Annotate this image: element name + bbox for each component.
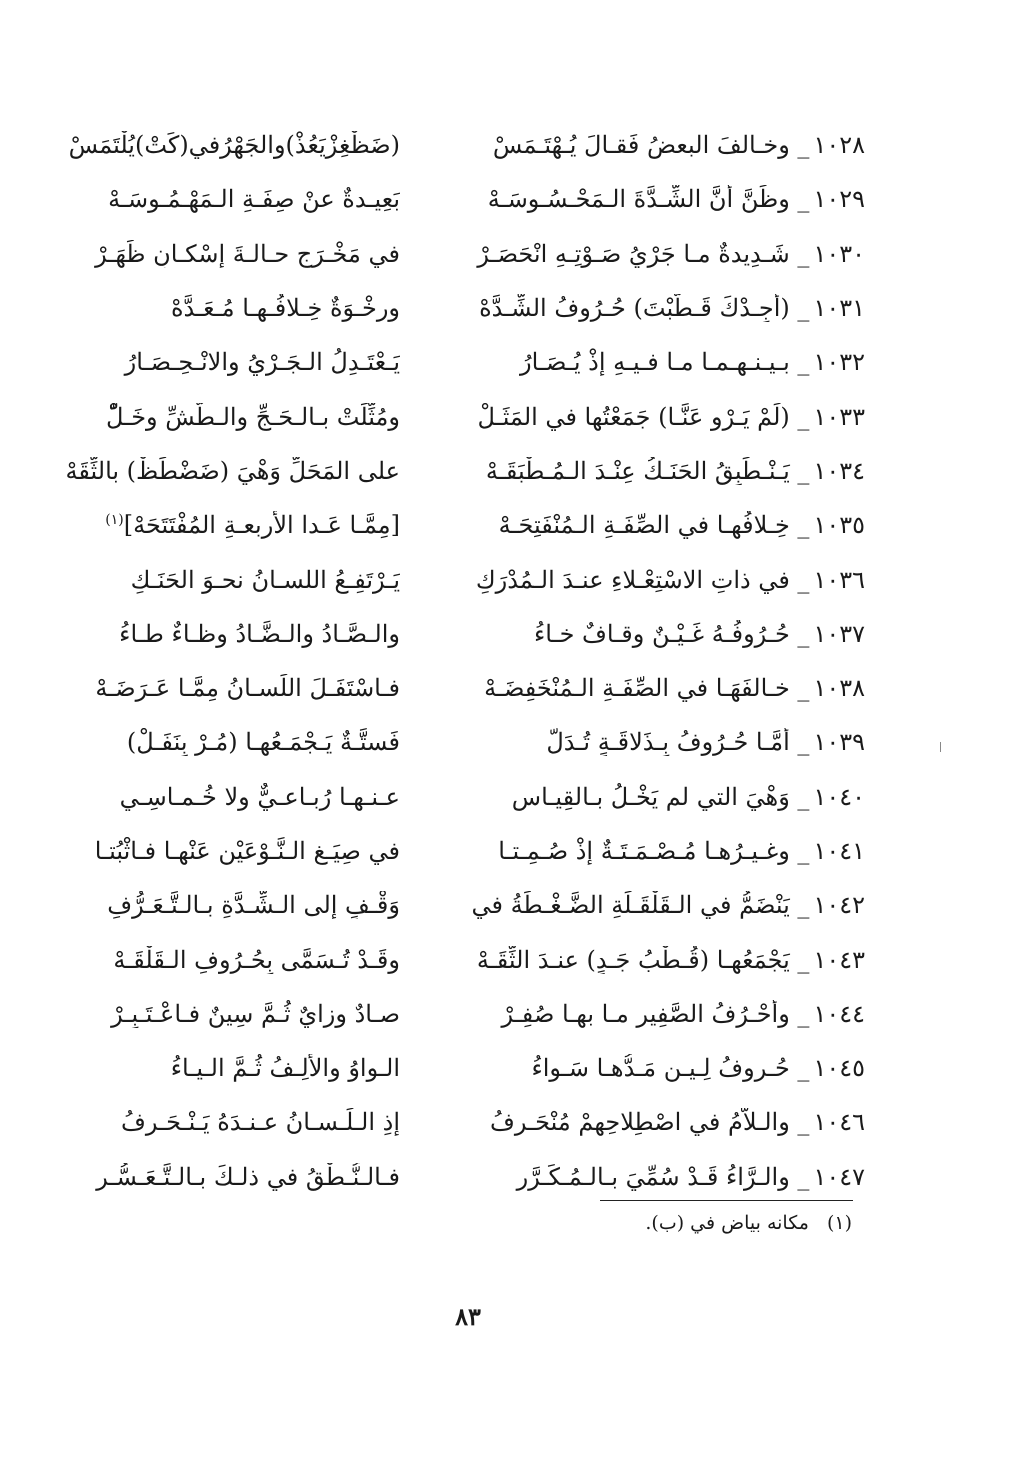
verse-first-hemistich bbox=[430, 131, 865, 159]
verse-second-hemistich bbox=[50, 403, 400, 431]
verse-first-hemistich bbox=[430, 946, 865, 974]
verse-number: ١٠٣٠ bbox=[813, 239, 865, 268]
verse-first-text: شَـدِيدةٌ مـا جَرْيُ صَـوْتِـهِ انْحَصَـرْ bbox=[477, 239, 790, 268]
margin-mark bbox=[940, 742, 941, 752]
verse-second-hemistich bbox=[50, 620, 400, 648]
verse-first-text: يَجْمَعُهـا (قُـطْبُ جَـدٍ) عنـدَ الثِّقَـهْ bbox=[476, 945, 790, 974]
verse-first-text: وَهْيَ التي لم يَخْـلُ بـالقِيـاسِ bbox=[511, 782, 790, 811]
verse-second-hemistich bbox=[50, 348, 400, 376]
verse-row bbox=[50, 824, 865, 878]
verse-row bbox=[50, 389, 865, 443]
verse-second-hemistich bbox=[50, 1108, 400, 1136]
verse-second-text: عـنـهـا رُبـاعـيٌّ ولا خُـمـاسِـي bbox=[119, 782, 400, 811]
verse-number: ١٠٣٤ bbox=[813, 456, 865, 485]
footnote bbox=[432, 1212, 852, 1234]
verse-second-hemistich bbox=[50, 783, 400, 811]
verse-second-hemistich bbox=[50, 728, 400, 756]
verse-first-hemistich bbox=[430, 620, 865, 648]
verse-first-hemistich bbox=[430, 837, 865, 865]
verse-second-text: في صِيَـغِ الـنَّـوْعَيْنِ عَنْهـا فـاثْبُتـا bbox=[94, 837, 400, 865]
page-number: ٨٣ bbox=[455, 1302, 481, 1331]
verse-first-hemistich bbox=[430, 511, 865, 539]
verse-first-text: والـرَّاءُ قَـدْ سُمِّيَ بـالـمُـكَـرَّرِ bbox=[516, 1162, 790, 1191]
verse-dash: _ bbox=[789, 837, 810, 865]
verse-second-text: على المَحَلِّ وَهْيَ (ضَضْطَظْ) بالثِّقَهْ bbox=[65, 456, 400, 485]
verse-dash: _ bbox=[789, 1162, 810, 1191]
verse-second-text: يَـعْتَـدِلُ الـجَـرْيُ والانْـحِـصَـارُ bbox=[124, 348, 400, 377]
verse-first-text: (لَمْ يَـرْوِ عَنَّـا) جَمَعْتُها في المَثَـلْ bbox=[477, 402, 790, 431]
verse-number: ١٠٤٥ bbox=[813, 1054, 865, 1083]
verse-second-text: فـاسْتَفَـلَ اللِّسـانُ مِمَّـا عَـرَضَـهْ bbox=[95, 674, 400, 703]
verse-number: ١٠٣١ bbox=[813, 294, 865, 323]
verse-second-hemistich bbox=[50, 566, 400, 594]
verse-second-text: في مَخْـرَجٍ حـالـةَ إسْكـانٍ ظَهَـرْ bbox=[95, 239, 400, 268]
verse-dash: _ bbox=[789, 185, 810, 214]
verse-second-hemistich bbox=[50, 674, 400, 702]
verse-first-hemistich bbox=[430, 783, 865, 811]
verse-dash: _ bbox=[789, 456, 810, 485]
verse-first-text: (أَجِـدْكَ قَـطَّبْتَ) حُـرُوفُ الشِّـدَّهْ bbox=[479, 294, 790, 323]
verse-second-text: صـادٌ وزايٌ ثُـمَّ سِينٌ فـاعْـتَـبِـرْ bbox=[111, 999, 400, 1028]
verse-first-text: وأَحْـرُفُ الصَّفِيرِ مـا بهـا صُفِـرْ bbox=[501, 999, 790, 1028]
verse-second-text: إذِ الـلِّـسـانُ عـنـدَهُ يَـنْـحَـرِفُ bbox=[120, 1108, 400, 1137]
verse-first-text: وظَنَّ أنَّ الشِّـدَّةَ الـمَحْـسُـوسَـهْ bbox=[487, 185, 790, 214]
verse-number: ١٠٤٠ bbox=[813, 782, 865, 811]
verse-row bbox=[50, 932, 865, 986]
verse-first-text: حُـروفُ لِـيـنٍ مَـدُّهـا سَـواءُ bbox=[531, 1054, 790, 1083]
verse-second-hemistich bbox=[50, 1000, 400, 1028]
verse-dash: _ bbox=[789, 674, 810, 703]
verse-second-hemistich bbox=[50, 946, 400, 974]
verse-first-hemistich bbox=[430, 1054, 865, 1082]
verse-first-hemistich bbox=[430, 348, 865, 376]
verse-first-hemistich bbox=[430, 457, 865, 485]
verse-second-text: ومُثِّلَتْ بـالـحَـجِّ والـطَّشِّ وخَـلّْ bbox=[106, 402, 400, 431]
verse-dash: _ bbox=[789, 945, 810, 974]
verse-number: ١٠٤٣ bbox=[813, 945, 865, 974]
verse-second-text: فـالـنُّـطْقُ في ذلـكَ بـالـتَّـعَـسُّـرِ bbox=[96, 1162, 400, 1191]
verse-row bbox=[50, 715, 865, 769]
verse-first-text: في ذاتِ الاسْتِعْـلاءِ عنـدَ الـمُدْرَكِ bbox=[475, 565, 790, 594]
verse-number: ١٠٤١ bbox=[813, 837, 865, 865]
verse-second-text: وَقْـفٍ إلى الـشِّـدَّةِ بـالـتَّـعَـرُّفِ bbox=[107, 891, 400, 920]
verse-number: ١٠٣٧ bbox=[813, 619, 865, 648]
verse-dash: _ bbox=[789, 402, 810, 431]
verse-first-text: والـلاَّمُ في اصْطِلاحِهِمْ مُنْحَـرِفُ bbox=[489, 1108, 790, 1137]
verse-second-text: (ضَظْغِزْيَعُذْ)والجَهْرُفي(كَتْ)يُلْتَمَسْ bbox=[68, 131, 400, 160]
verse-dash: _ bbox=[789, 1108, 810, 1137]
verse-first-hemistich bbox=[430, 240, 865, 268]
verse-dash: _ bbox=[789, 131, 810, 160]
verse-second-hemistich bbox=[50, 837, 400, 865]
verse-dash: _ bbox=[789, 728, 810, 757]
verse-row bbox=[50, 878, 865, 932]
verse-second-hemistich bbox=[50, 1163, 400, 1191]
verse-row bbox=[50, 172, 865, 226]
verse-row bbox=[50, 1095, 865, 1149]
verse-first-hemistich bbox=[430, 728, 865, 756]
verse-second-text: بَعِيـدةٌ عنْ صِفَـةِ الـمَهْـمُـوسَـهْ bbox=[108, 185, 400, 214]
verse-number: ١٠٣٦ bbox=[813, 565, 865, 594]
verse-row bbox=[50, 1041, 865, 1095]
verse-first-hemistich bbox=[430, 1163, 865, 1191]
verse-second-hemistich bbox=[50, 1054, 400, 1082]
verse-dash: _ bbox=[789, 348, 810, 377]
verse-number: ١٠٣٩ bbox=[813, 728, 865, 757]
verse-number: ١٠٣٢ bbox=[813, 348, 865, 377]
footnote-mark: (١) bbox=[826, 1212, 852, 1234]
verse-second-text: يَـرْتَفِـعُ اللسـانُ نحـوَ الحَنَـكِ bbox=[130, 565, 400, 594]
verse-first-hemistich bbox=[430, 566, 865, 594]
verse-second-text: [مِمَّـا عَـدا الأربعـةِ المُفْتَتَحَهْ] bbox=[123, 511, 400, 540]
verse-second-text: وقَـدْ تُـسَمَّى بِحُـرُوفِ الـقَلْقَـهْ bbox=[113, 945, 400, 974]
verse-second-text: والـصَّـادُ والـضَّـادُ وظـاءٌ طـاءُ bbox=[119, 619, 400, 648]
verse-row bbox=[50, 227, 865, 281]
footnote-text: مكانه بياض في (ب). bbox=[645, 1212, 809, 1234]
verse-row bbox=[50, 607, 865, 661]
verse-dash: _ bbox=[789, 239, 810, 268]
verse-dash: _ bbox=[789, 1054, 810, 1083]
verse-first-hemistich bbox=[430, 1000, 865, 1028]
verse-number: ١٠٤٤ bbox=[813, 999, 865, 1028]
verse-row bbox=[50, 1150, 865, 1204]
footnote-separator bbox=[600, 1200, 853, 1201]
verse-first-text: وغـيـرُهـا مُـصْـمَـتَـةٌ إذْ صُـمِـتـا bbox=[498, 837, 790, 865]
verse-second-hemistich bbox=[50, 185, 400, 213]
verse-dash: _ bbox=[789, 999, 810, 1028]
verse-second-hemistich bbox=[50, 240, 400, 268]
verse-row bbox=[50, 661, 865, 715]
verse-first-text: وخـالفَ البعضُ فَقـالَ يُـهْتَـمَسْ bbox=[492, 131, 790, 160]
verse-first-text: يَـنْـطَبِقُ الحَنَـكُ عِنْـدَ الـمُـطْبَقَـهْ bbox=[485, 456, 790, 485]
verse-row bbox=[50, 552, 865, 606]
verse-first-text: بـيـنـهـمـا مـا فـيـهِ إذْ يُـصَـارُ bbox=[520, 348, 790, 377]
verse-second-text: الـواوُ والألِـفُ ثُـمَّ الـيـاءُ bbox=[170, 1054, 400, 1083]
verse-first-text: يَنْضَمُّ في الـقَلْقَـلَةِ الضَّـغْـطَةُ في bbox=[471, 891, 790, 920]
verse-first-hemistich bbox=[430, 185, 865, 213]
verse-row bbox=[50, 335, 865, 389]
verse-second-hemistich bbox=[50, 457, 400, 485]
verse-row bbox=[50, 770, 865, 824]
verse-second-hemistich bbox=[50, 511, 400, 539]
verse-second-text: فَستَّـةٌ يَـجْمَـعُهـا (مُـرْ بِنَفَـلْ) bbox=[126, 728, 400, 757]
verse-first-hemistich bbox=[430, 674, 865, 702]
verse-row bbox=[50, 281, 865, 335]
verse-dash: _ bbox=[789, 565, 810, 594]
verse-first-hemistich bbox=[430, 294, 865, 322]
verse-first-hemistich bbox=[430, 403, 865, 431]
verse-dash: _ bbox=[789, 511, 810, 540]
verse-dash: _ bbox=[789, 294, 810, 323]
verse-number: ١٠٤٦ bbox=[813, 1108, 865, 1137]
verse-second-text: ورِخْـوَةٌ خِـلافُـهـا مُـعَـدَّهْ bbox=[170, 294, 400, 323]
verse-first-text: خِـلافُهـا في الصِّفَـةِ الـمُنْفَتِحَـهْ bbox=[498, 511, 790, 540]
verse-second-hemistich bbox=[50, 294, 400, 322]
verse-first-text: خـالفَهَـا في الصِّفَـةِ الـمُنْخَفِضَـهْ bbox=[484, 674, 790, 703]
verse-number: ١٠٣٣ bbox=[813, 402, 865, 431]
verse-number: ١٠٢٩ bbox=[813, 185, 865, 214]
verse-dash: _ bbox=[789, 619, 810, 648]
verse-row bbox=[50, 444, 865, 498]
verse-row bbox=[50, 498, 865, 552]
verse-second-hemistich bbox=[50, 891, 400, 919]
verse-row bbox=[50, 987, 865, 1041]
verse-list bbox=[50, 118, 865, 1204]
verse-first-text: أَمَّـا حُـرُوفُ بِـذَلاقَـةٍ تُـدَلُّ bbox=[546, 728, 790, 757]
verse-number: ١٠٤٧ bbox=[813, 1162, 865, 1191]
verse-dash: _ bbox=[789, 782, 810, 811]
verse-first-text: حُـرُوفُـهُ غَـيْـنٌ وقـافٌ خـاءُ bbox=[533, 619, 790, 648]
footnote-reference: (١) bbox=[105, 512, 124, 529]
verse-number: ١٠٣٥ bbox=[813, 511, 865, 540]
verse-number: ١٠٤٢ bbox=[813, 891, 865, 920]
verse-second-hemistich bbox=[50, 131, 400, 159]
verse-number: ١٠٢٨ bbox=[813, 131, 865, 160]
verse-first-hemistich bbox=[430, 1108, 865, 1136]
verse-dash: _ bbox=[789, 891, 810, 920]
verse-first-hemistich bbox=[430, 891, 865, 919]
verse-row bbox=[50, 118, 865, 172]
verse-number: ١٠٣٨ bbox=[813, 674, 865, 703]
